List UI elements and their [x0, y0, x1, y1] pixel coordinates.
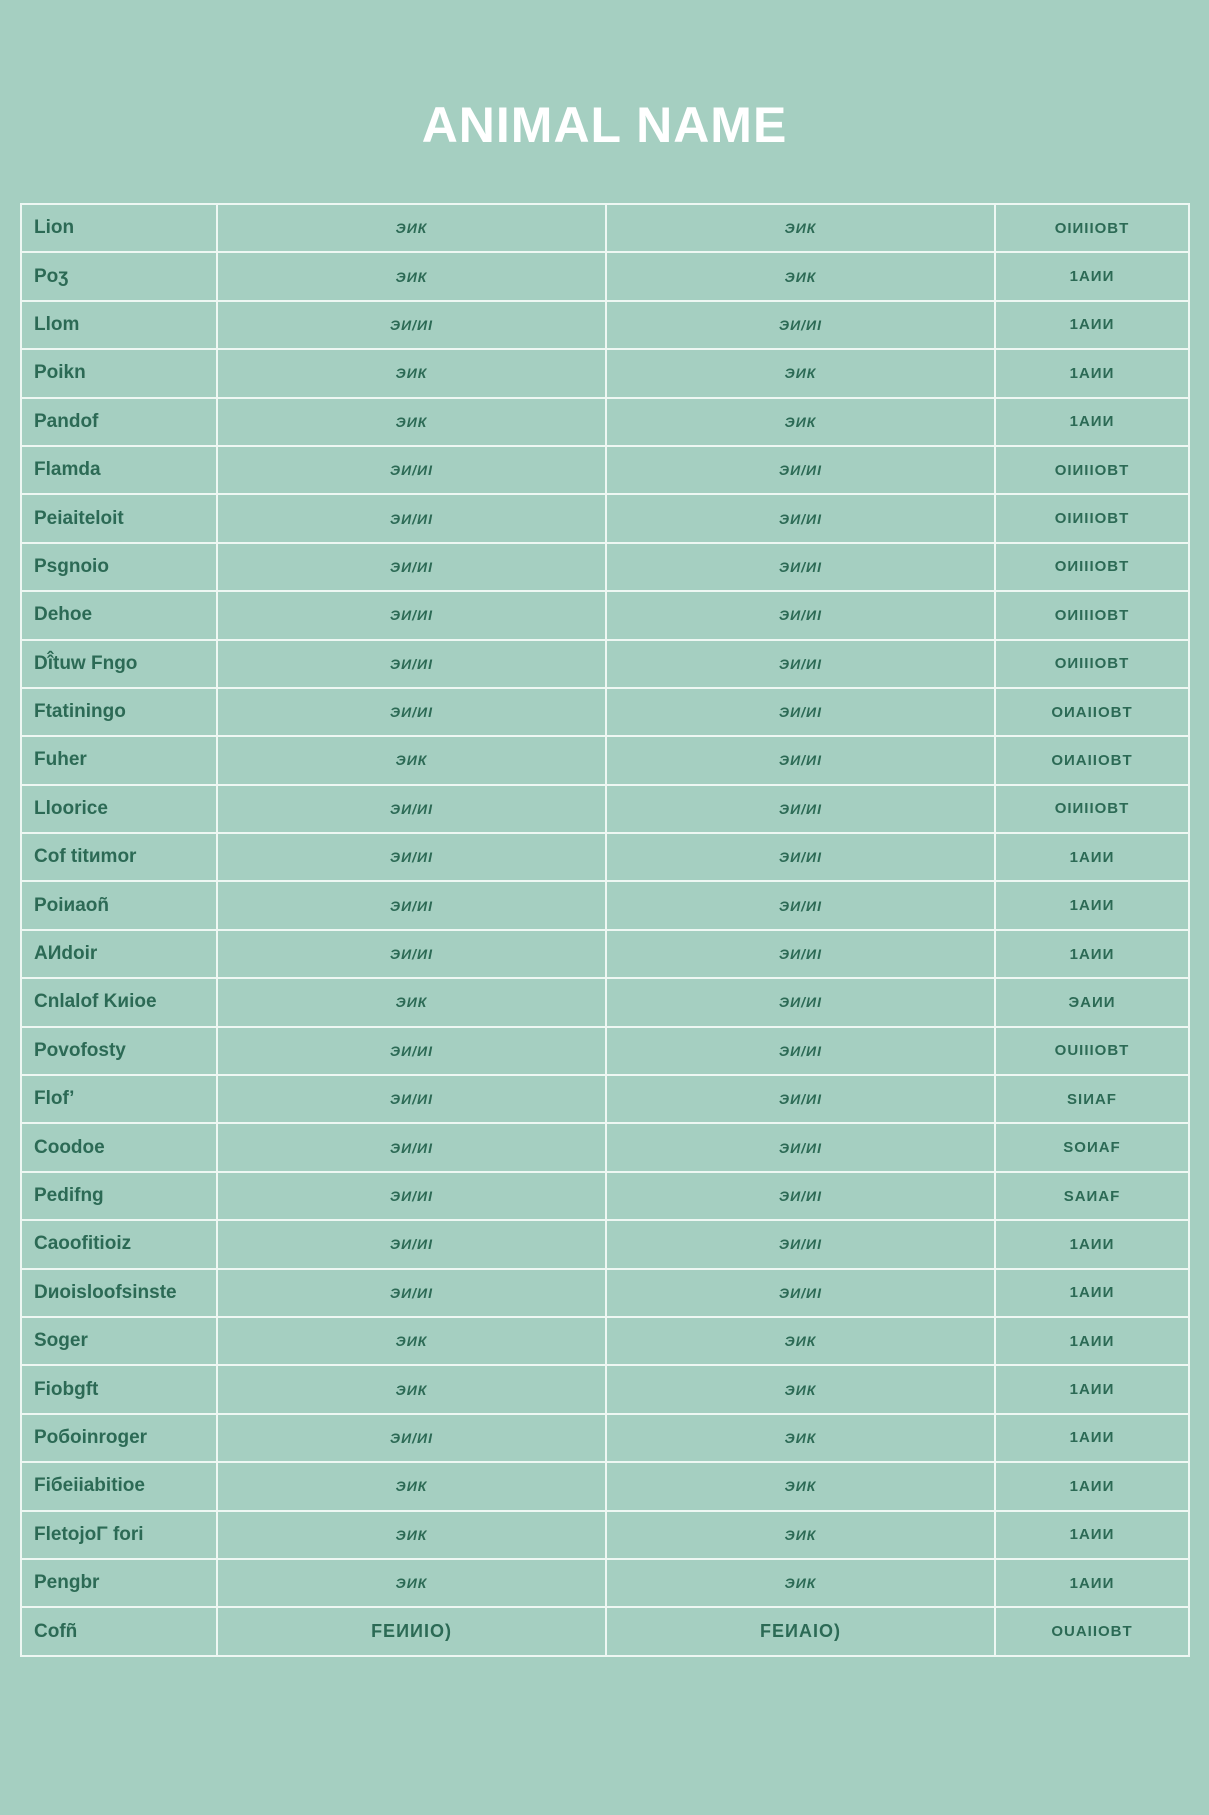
value-cell-1: ЭИК: [217, 978, 606, 1026]
value-cell-1: ЭИ/ИI: [217, 591, 606, 639]
status-cell: OIИIIOBT: [995, 446, 1189, 494]
table-row: [21, 1220, 1189, 1268]
value-cell-1: ЭИК: [217, 1462, 606, 1510]
animal-name-cell: Soger: [21, 1317, 217, 1365]
status-cell: 1AИИ: [995, 1365, 1189, 1413]
status-cell: SAИAF: [995, 1172, 1189, 1220]
animal-name-cell: Povofosty: [21, 1027, 217, 1075]
table-row: [21, 1317, 1189, 1365]
status-cell: OIИIIOBT: [995, 494, 1189, 542]
status-cell: OИAIIOBT: [995, 736, 1189, 784]
animal-name-cell: Caoofitioiz: [21, 1220, 217, 1268]
animal-name-cell: Psgnoio: [21, 543, 217, 591]
value-cell-1: ЭИ/ИI: [217, 930, 606, 978]
animal-name-cell: Poбoinroger: [21, 1414, 217, 1462]
page-title: ANIMAL NAME: [421, 97, 788, 153]
table-row: [21, 640, 1189, 688]
animal-name-cell: Peiaiteloit: [21, 494, 217, 542]
table-row: [21, 1027, 1189, 1075]
table-row: [21, 1075, 1189, 1123]
status-cell: 1AИИ: [995, 301, 1189, 349]
value-cell-2: ЭИ/ИI: [606, 1269, 995, 1317]
status-cell: OIИIIOBT: [995, 204, 1189, 252]
value-cell-1: FEИИIO): [217, 1607, 606, 1655]
table-row: [21, 204, 1189, 252]
table-row: [21, 446, 1189, 494]
value-cell-1: ЭИ/ИI: [217, 785, 606, 833]
value-cell-1: ЭИ/ИI: [217, 1414, 606, 1462]
value-cell-1: ЭИК: [217, 398, 606, 446]
status-cell: 1AИИ: [995, 833, 1189, 881]
value-cell-2: ЭИК: [606, 1559, 995, 1607]
value-cell-1: ЭИ/ИI: [217, 1172, 606, 1220]
animal-name-cell: Cofñ: [21, 1607, 217, 1655]
table-row: [21, 252, 1189, 300]
value-cell-1: ЭИ/ИI: [217, 1269, 606, 1317]
value-cell-1: ЭИК: [217, 204, 606, 252]
value-cell-2: ЭИК: [606, 252, 995, 300]
status-cell: 1AИИ: [995, 252, 1189, 300]
table-row: [21, 1269, 1189, 1317]
status-cell: SIИAF: [995, 1075, 1189, 1123]
value-cell-1: ЭИ/ИI: [217, 1075, 606, 1123]
value-cell-1: ЭИ/ИI: [217, 543, 606, 591]
status-cell: OUIIIOBT: [995, 1027, 1189, 1075]
table-row: [21, 349, 1189, 397]
animal-name-cell: Dî̂tuw Fngo: [21, 640, 217, 688]
value-cell-2: ЭИ/ИI: [606, 1075, 995, 1123]
animal-name-cell: Dehoe: [21, 591, 217, 639]
value-cell-1: ЭИ/ИI: [217, 833, 606, 881]
value-cell-2: ЭИК: [606, 1317, 995, 1365]
value-cell-2: ЭИ/ИI: [606, 930, 995, 978]
value-cell-2: ЭИ/ИI: [606, 1027, 995, 1075]
value-cell-1: ЭИК: [217, 349, 606, 397]
table-row: [21, 543, 1189, 591]
status-cell: 1AИИ: [995, 930, 1189, 978]
value-cell-2: ЭИК: [606, 204, 995, 252]
value-cell-2: ЭИК: [606, 398, 995, 446]
table-row: [21, 398, 1189, 446]
status-cell: OИAIIOBT: [995, 688, 1189, 736]
animal-name-cell: Pedifng: [21, 1172, 217, 1220]
table-row: [21, 881, 1189, 929]
value-cell-2: ЭИ/ИI: [606, 494, 995, 542]
status-cell: OИIIIOBT: [995, 640, 1189, 688]
status-cell: SOИAF: [995, 1123, 1189, 1171]
value-cell-2: ЭИ/ИI: [606, 833, 995, 881]
animal-name-cell: Flamda: [21, 446, 217, 494]
value-cell-2: ЭИК: [606, 1462, 995, 1510]
table-row: [21, 688, 1189, 736]
value-cell-1: ЭИ/ИI: [217, 1220, 606, 1268]
value-cell-2: FEИAIO): [606, 1607, 995, 1655]
value-cell-1: ЭИ/ИI: [217, 881, 606, 929]
animal-name-cell: Cof titиmor: [21, 833, 217, 881]
value-cell-2: ЭИ/ИI: [606, 1220, 995, 1268]
animal-name-cell: Lloorice: [21, 785, 217, 833]
status-cell: OИIIIOBT: [995, 543, 1189, 591]
value-cell-1: ЭИК: [217, 1559, 606, 1607]
status-cell: 1AИИ: [995, 1269, 1189, 1317]
status-cell: ЭAИИ: [995, 978, 1189, 1026]
animal-name-cell: Cnlalof Kиioe: [21, 978, 217, 1026]
value-cell-2: ЭИ/ИI: [606, 591, 995, 639]
value-cell-1: ЭИ/ИI: [217, 640, 606, 688]
value-cell-1: ЭИ/ИI: [217, 301, 606, 349]
value-cell-1: ЭИК: [217, 1365, 606, 1413]
value-cell-2: ЭИ/ИI: [606, 978, 995, 1026]
animal-name-cell: Dиoisloofsinste: [21, 1269, 217, 1317]
value-cell-2: ЭИ/ИI: [606, 1172, 995, 1220]
value-cell-2: ЭИ/ИI: [606, 446, 995, 494]
status-cell: OИIIIOBT: [995, 591, 1189, 639]
table-row: [21, 1559, 1189, 1607]
table-row: [21, 1607, 1189, 1655]
status-cell: 1AИИ: [995, 398, 1189, 446]
animal-name-cell: Pandof: [21, 398, 217, 446]
value-cell-1: ЭИК: [217, 736, 606, 784]
status-cell: 1AИИ: [995, 1511, 1189, 1559]
table-row: [21, 736, 1189, 784]
table-row: [21, 978, 1189, 1026]
table-row: [21, 833, 1189, 881]
animal-table: [20, 203, 1190, 1657]
animal-name-cell: Pengbr: [21, 1559, 217, 1607]
value-cell-2: ЭИК: [606, 1511, 995, 1559]
value-cell-1: ЭИ/ИI: [217, 446, 606, 494]
value-cell-2: ЭИ/ИI: [606, 640, 995, 688]
status-cell: OIИIIOBT: [995, 785, 1189, 833]
animal-name-cell: Fiobgft: [21, 1365, 217, 1413]
table-row: [21, 494, 1189, 542]
value-cell-2: ЭИ/ИI: [606, 543, 995, 591]
value-cell-1: ЭИ/ИI: [217, 1027, 606, 1075]
table-row: [21, 1511, 1189, 1559]
value-cell-1: ЭИК: [217, 1317, 606, 1365]
status-cell: 1AИИ: [995, 881, 1189, 929]
value-cell-1: ЭИК: [217, 252, 606, 300]
value-cell-2: ЭИ/ИI: [606, 688, 995, 736]
value-cell-2: ЭИ/ИI: [606, 881, 995, 929]
value-cell-2: ЭИК: [606, 349, 995, 397]
table-row: [21, 930, 1189, 978]
animal-name-cell: Lion: [21, 204, 217, 252]
table-row: [21, 1365, 1189, 1413]
status-cell: 1AИИ: [995, 349, 1189, 397]
table-row: [21, 1123, 1189, 1171]
animal-name-cell: Poikn: [21, 349, 217, 397]
value-cell-2: ЭИ/ИI: [606, 1123, 995, 1171]
status-cell: 1AИИ: [995, 1317, 1189, 1365]
status-cell: 1AИИ: [995, 1414, 1189, 1462]
value-cell-1: ЭИ/ИI: [217, 1123, 606, 1171]
status-cell: 1AИИ: [995, 1462, 1189, 1510]
table-row: [21, 1462, 1189, 1510]
value-cell-2: ЭИ/ИI: [606, 301, 995, 349]
table-row: [21, 301, 1189, 349]
value-cell-2: ЭИ/ИI: [606, 736, 995, 784]
value-cell-1: ЭИ/ИI: [217, 494, 606, 542]
table-row: [21, 1172, 1189, 1220]
value-cell-2: ЭИК: [606, 1365, 995, 1413]
animal-name-cell: Poʒ: [21, 252, 217, 300]
animal-name-cell: Fuher: [21, 736, 217, 784]
value-cell-1: ЭИК: [217, 1511, 606, 1559]
table-row: [21, 591, 1189, 639]
animal-name-cell: Poiиaoñ: [21, 881, 217, 929]
animal-name-cell: Ftatiningo: [21, 688, 217, 736]
animal-name-cell: FletojoΓ fori: [21, 1511, 217, 1559]
status-cell: 1AИИ: [995, 1559, 1189, 1607]
animal-name-cell: Flof’: [21, 1075, 217, 1123]
status-cell: OUAIIOBT: [995, 1607, 1189, 1655]
table-row: [21, 785, 1189, 833]
animal-name-cell: Fiбeiiabitioe: [21, 1462, 217, 1510]
status-cell: 1AИИ: [995, 1220, 1189, 1268]
animal-name-cell: AИdoir: [21, 930, 217, 978]
value-cell-1: ЭИ/ИI: [217, 688, 606, 736]
table-body: [21, 204, 1189, 1656]
animal-name-cell: Llom: [21, 301, 217, 349]
value-cell-2: ЭИ/ИI: [606, 785, 995, 833]
value-cell-2: ЭИК: [606, 1414, 995, 1462]
animal-name-cell: Coodoe: [21, 1123, 217, 1171]
table-row: [21, 1414, 1189, 1462]
